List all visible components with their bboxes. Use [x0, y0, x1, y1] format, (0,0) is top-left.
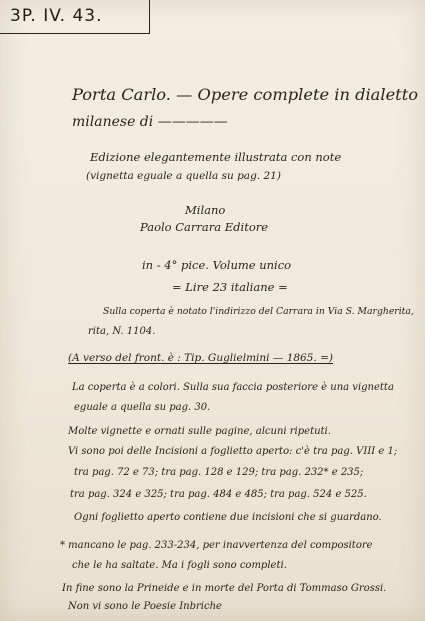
footnote-line-1: * mancano le pag. 233-234, per inavvertenza del compositore [60, 540, 373, 551]
colour-line-2: eguale a quella su pag. 30. [74, 402, 211, 413]
format-line: in - 4° pice. Volume unico [142, 258, 292, 272]
edition-line-2: (vignetta eguale a quella su pag. 21) [86, 170, 281, 182]
cover-line-2: rita, N. 1104. [88, 326, 156, 337]
closing-line-1: In fine sono la Prineide e in morte del Porta di Tommaso Grossi. [62, 583, 387, 594]
cover-line-1: Sulla coperta è notato l'indirizzo del Carrara in Via S. Margherita, [103, 306, 414, 317]
colour-line-1: La coperta è a colori. Sulla sua faccia posteriore è una vignetta [72, 382, 394, 393]
shelf-mark-box [0, 0, 150, 34]
incisions-line-1: Vi sono poi delle Incisioni a foglietto aperto: c'è tra pag. VIII e 1; [68, 446, 398, 457]
title-line-2: milanese di ————— [72, 114, 228, 130]
vignette-line: Molte vignette e ornati sulle pagine, alcuni ripetuti. [68, 426, 331, 437]
closing-line-2: Non vi sono le Poesie Inbriche [68, 601, 222, 612]
verso-line: (A verso del front. è : Tip. Guglielmini — 1865. =) [68, 352, 333, 364]
incisions-line-4: Ogni foglietto aperto contiene due incisioni che si guardano. [74, 512, 382, 523]
incisions-line-3: tra pag. 324 e 325; tra pag. 484 e 485; tra pag. 524 e 525. [70, 489, 367, 500]
shelf-mark: 3P. IV. 43. [10, 6, 103, 26]
incisions-line-2: tra pag. 72 e 73; tra pag. 128 e 129; tra pag. 232* e 235; [74, 467, 364, 478]
imprint-city: Milano [185, 203, 226, 217]
edition-line-1: Edizione elegantemente illustrata con note [90, 150, 342, 164]
title-line-1: Porta Carlo. — Opere complete in dialetto [72, 85, 419, 104]
price-line: = Lire 23 italiane = [172, 280, 288, 294]
footnote-line-2: che le ha saltate. Ma i fogli sono completi. [72, 560, 287, 571]
imprint-publisher: Paolo Carrara Editore [140, 220, 269, 234]
